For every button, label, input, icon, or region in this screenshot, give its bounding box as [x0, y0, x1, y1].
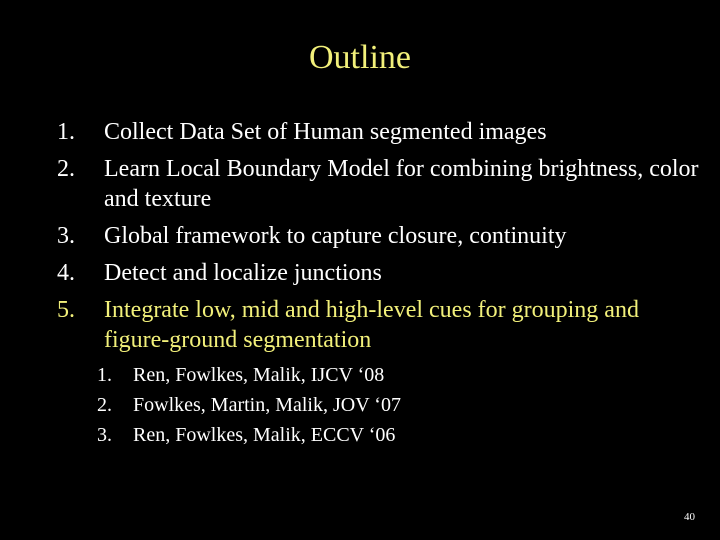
outline-item-1	[57, 117, 707, 147]
outline-item-number: 1.	[57, 119, 75, 145]
outline-item-text: Collect Data Set of Human segmented images	[104, 119, 547, 145]
outline-item-2	[57, 154, 707, 214]
outline-item-number: 5.	[57, 297, 75, 323]
reference-item-text: Ren, Fowlkes, Malik, ECCV ‘06	[133, 424, 396, 446]
outline-list	[57, 117, 707, 362]
reference-item-1	[97, 362, 697, 388]
outline-item-text: Global framework to capture closure, continuity	[104, 223, 567, 249]
outline-item-number: 4.	[57, 260, 75, 286]
reference-item-text: Ren, Fowlkes, Malik, IJCV ‘08	[133, 364, 385, 386]
outline-item-number: 2.	[57, 156, 75, 182]
reference-item-text: Fowlkes, Martin, Malik, JOV ‘07	[133, 394, 401, 416]
outline-item-number: 3.	[57, 223, 75, 249]
outline-item-3	[57, 221, 707, 251]
reference-item-number: 1.	[97, 364, 112, 386]
slide-title: Outline	[309, 39, 411, 76]
outline-item-5	[57, 295, 707, 355]
outline-item-text: Detect and localize junctions	[104, 260, 382, 286]
reference-item-2	[97, 392, 697, 418]
reference-list	[97, 362, 697, 452]
reference-item-3	[97, 422, 697, 448]
page-number: 40	[684, 511, 695, 523]
outline-item-4	[57, 258, 707, 288]
reference-item-number: 2.	[97, 394, 112, 416]
outline-item-text: Learn Local Boundary Model for combining brightness, color and texture	[104, 156, 699, 212]
reference-item-number: 3.	[97, 424, 112, 446]
outline-item-text: Integrate low, mid and high-level cues for grouping and figure-ground segmentation	[104, 297, 639, 353]
